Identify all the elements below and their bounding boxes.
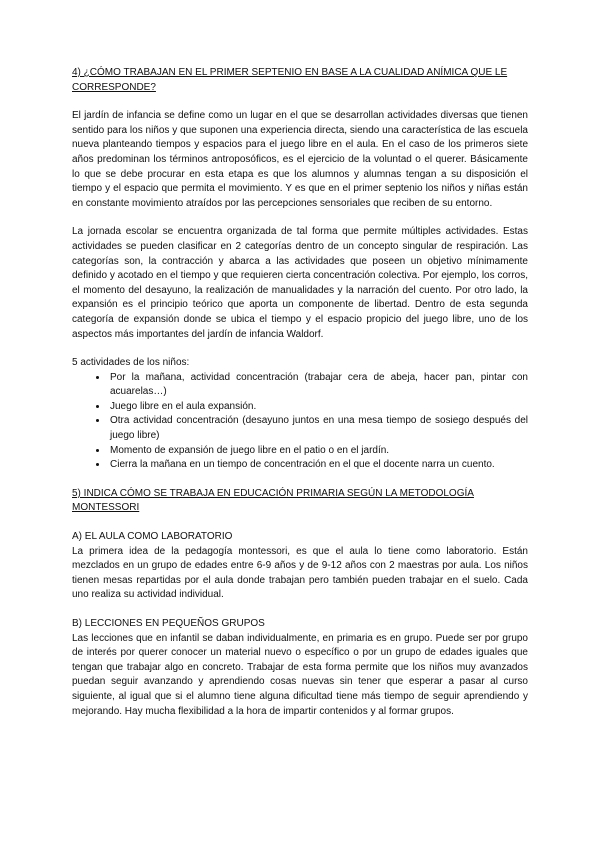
- list-item: • Cierra la mañana en un tiempo de concentración en el que el docente narra un cuento.: [108, 458, 528, 473]
- list-item: • Por la mañana, actividad concentración (trabajar cera de abeja, hacer pan, pintar con acuarelas…): [108, 371, 528, 400]
- list-item: • Juego libre en el aula expansión.: [108, 400, 528, 415]
- activities-bullet-list: [72, 371, 528, 473]
- question-4-heading: 4) ¿CÓMO TRABAJAN EN EL PRIMER SEPTENIO EN BASE A LA CUALIDAD ANÍMICA QUE LE CORRESPONDE?: [72, 67, 508, 93]
- section-a-subheading: A) EL AULA COMO LABORATORIO: [72, 531, 233, 543]
- activities-list-intro: 5 actividades de los niños:: [72, 357, 190, 369]
- section-b-paragraph: Las lecciones que en infantil se daban individualmente, en primaria es en grupo. Puede ser por grupo de interés por querer conocer un material nuevo o específico o por un grupo de edades iguales que tengan que trabajar algo en concreto. Trabajar de esta forma permite que los niños muy avanzados puedan seguir avanzando y aprendiendo cosas nuevas sin tener que esperar a pasar al curso siguiente, al igual que si el alumno tiene alguna dificultad tiene más tiempo de seguir aprendiendo y mejorando. Hay mucha flexibilidad a la hora de impartir contenidos y al formar grupos.: [72, 632, 528, 717]
- section-b-subheading: B) LECCIONES EN PEQUEÑOS GRUPOS: [72, 618, 265, 629]
- question-4-paragraph-1: El jardín de infancia se define como un lugar en el que se desarrollan actividades diversas que tienen sentido para los niños y que suponen una experiencia directa, siendo una característica de las escuela nueva planteando tiempos y espacios para el juego libre en el aula. En el caso de los primeros siete años predominan los términos antroposóficos, es el ejercicio de la voluntad o el querer. Básicamente lo que se debe procurar en esta etapa es que los alumnos y alumnas tengan a su disposición el tiempo y el espacio que permita el movimiento. Y es que en el primer septenio los niños y niñas están en constante movimiento atraídos por las percepciones sensoriales que reciben de su entorno.: [72, 110, 528, 209]
- list-item: • Momento de expansión de juego libre en el patio o en el jardín.: [108, 444, 528, 459]
- question-5-heading: 5) INDICA CÓMO SE TRABAJA EN EDUCACIÓN PRIMARIA SEGÚN LA METODOLOGÍA MONTESSORI: [72, 487, 474, 514]
- section-a-paragraph: La primera idea de la pedagogía montessori, es que el aula lo tiene como laboratorio. Están mezclados en un grupo de edades entre 6-9 años y de 9-12 años con 2 maestras por aula. Los niños tienen mesas repartidas por el aula donde trabajan pero también pueden trabajar en el suelo. Cada uno realiza su actividad individual.: [72, 545, 528, 601]
- list-item: • Otra actividad concentración (desayuno juntos en una mesa tiempo de sosiego después del juego libre): [108, 414, 528, 443]
- document-body: [72, 66, 528, 719]
- question-4-paragraph-2: La jornada escolar se encuentra organizada de tal forma que permite múltiples actividades. Estas actividades se pueden clasificar en 2 categorías dentro de un concepto singular de respiración. Las categorías son, la contracción y abarca a las actividades que poseen un objetivo mínimamente definido y acotado en el tiempo y que requieren cierta concentración colectiva. Por ejemplo, los corros, el momento del desayuno, la realización de manualidades y la narración del cuento. Por otro lado, la expansión es el principio teórico que aporta un componente de libertad. Dentro de esta segunda categoría de expansión donde se ubica el tiempo y el espacio propicio del juego libre, uno de los aspectos más importantes del jardín de infancia Waldorf.: [72, 226, 528, 340]
